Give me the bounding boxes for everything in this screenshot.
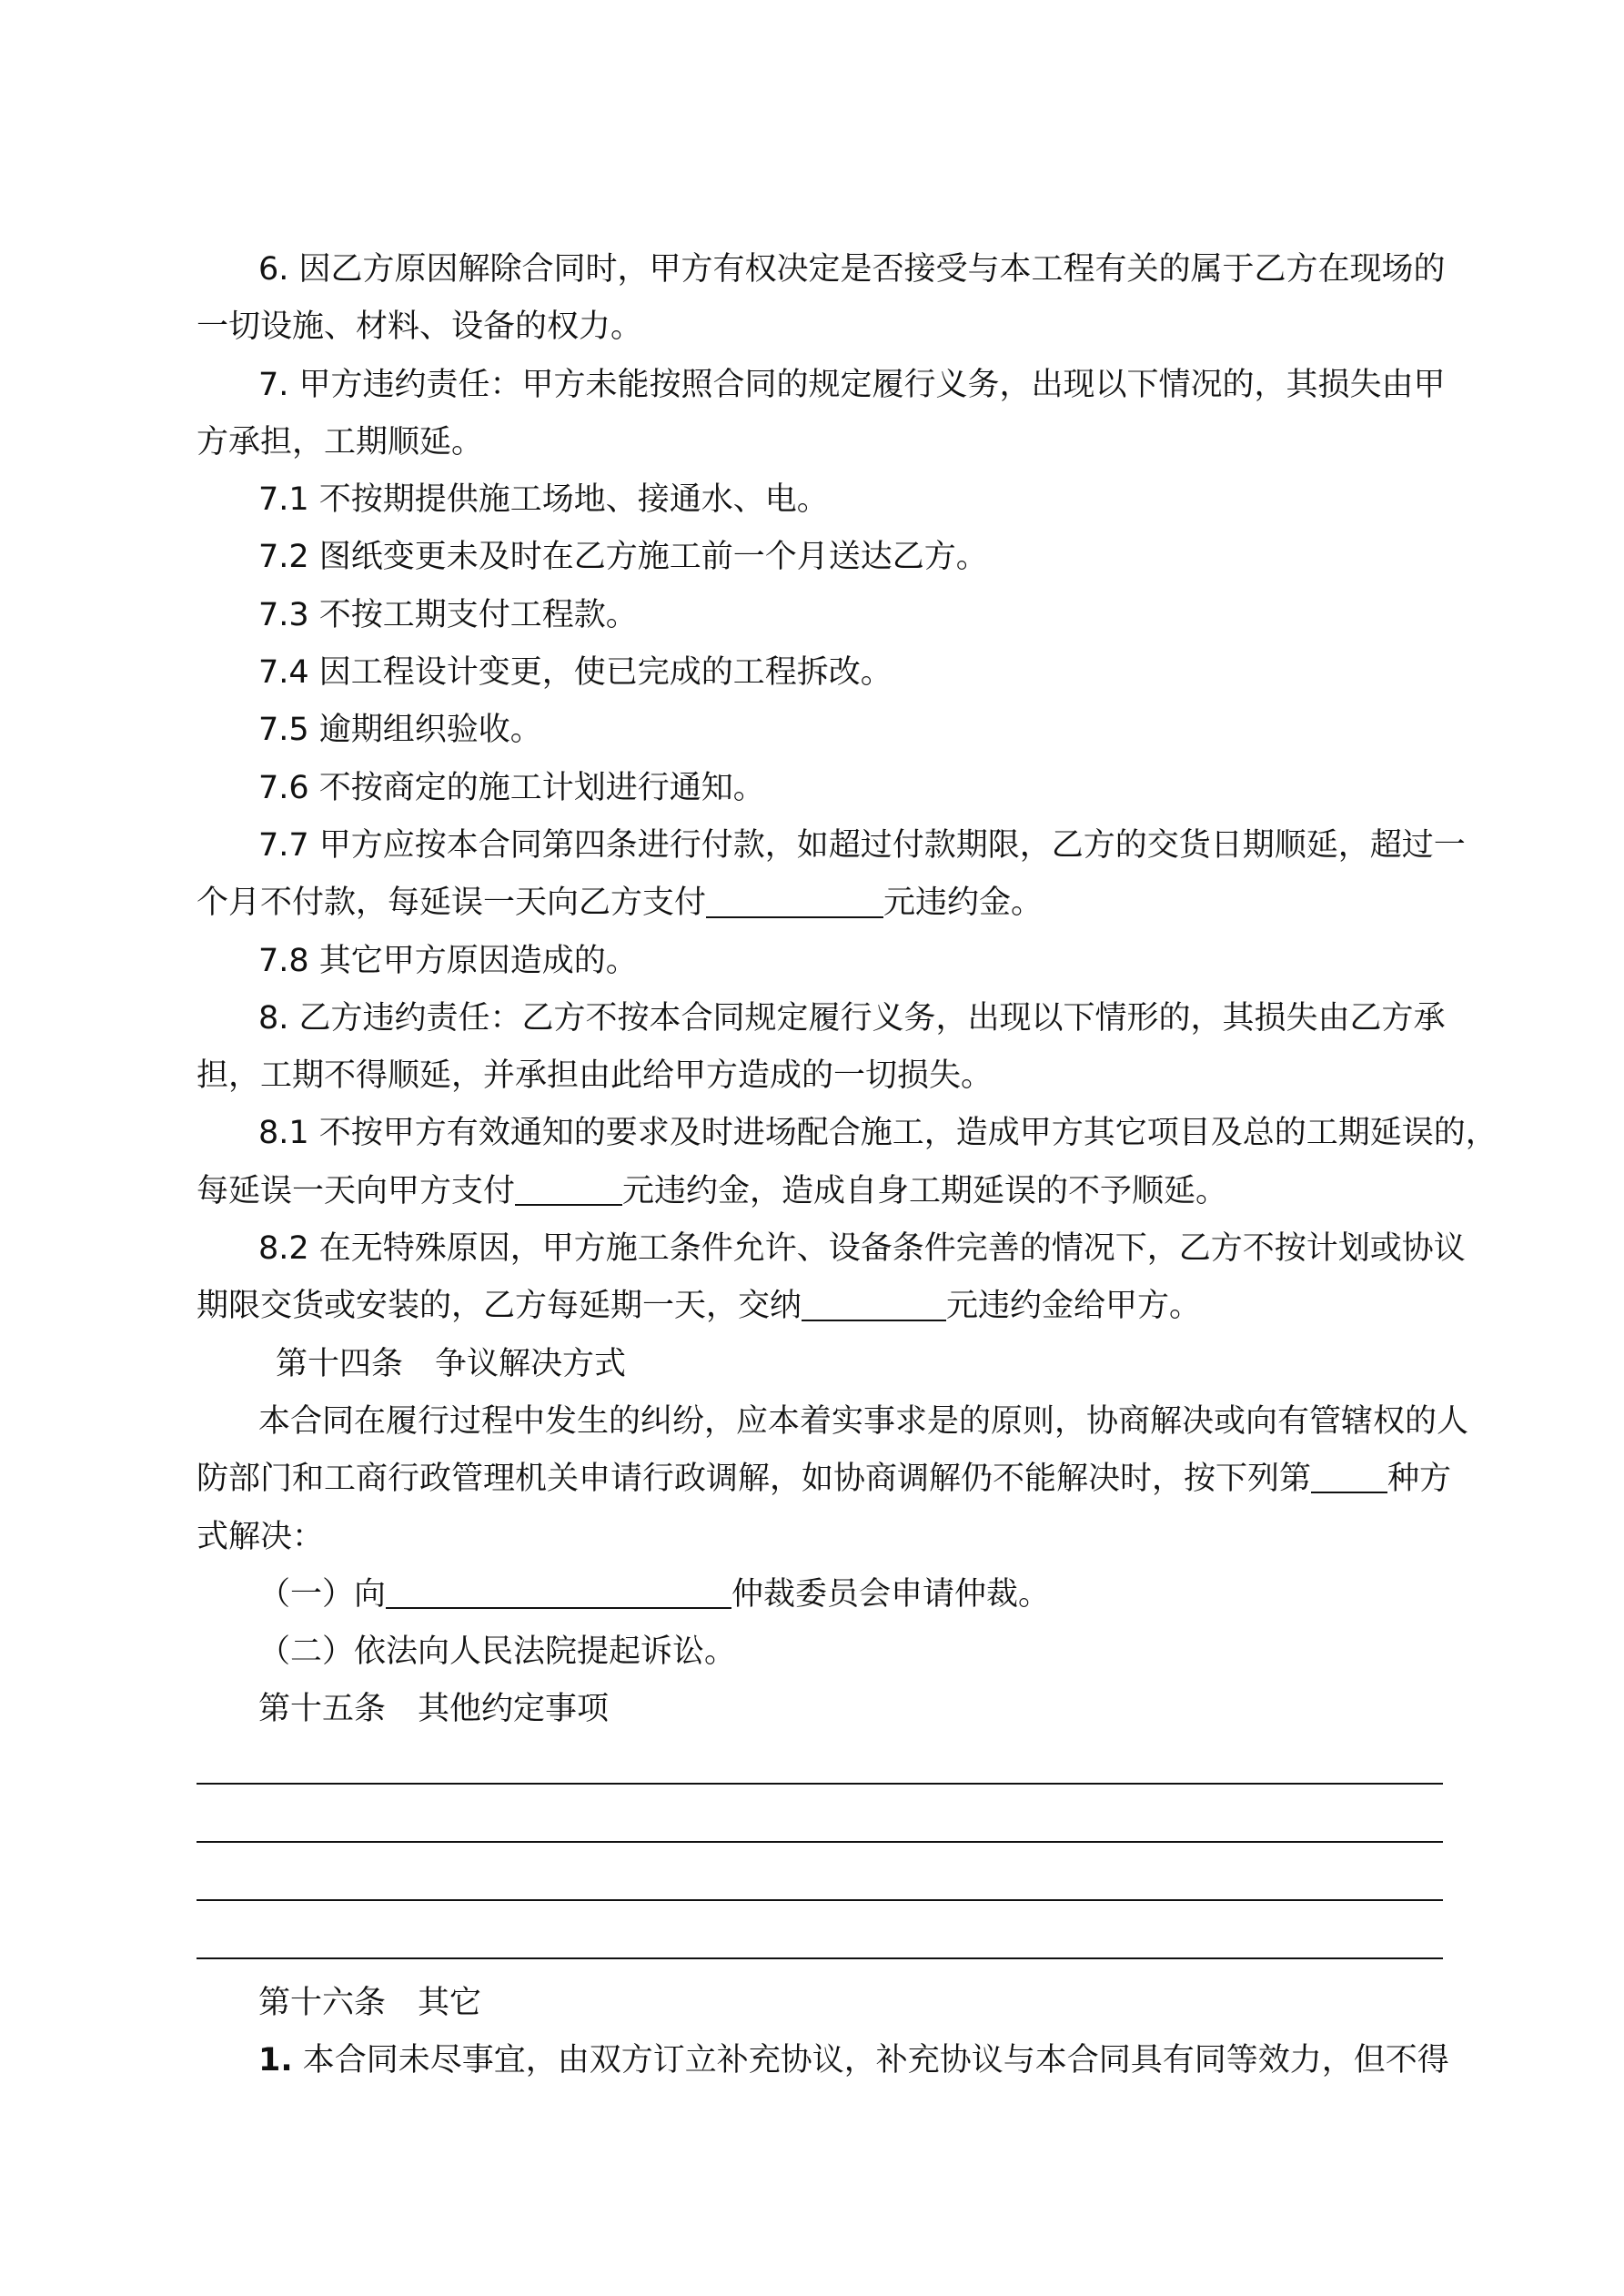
clause-7-line2: 方承担，工期顺延。 — [197, 423, 484, 460]
clause-8-2-line2 — [197, 1278, 1443, 1335]
clause-8-line1: 8. 乙方违约责任：乙方不按本合同规定履行义务，出现以下情形的，其损失由乙方承 — [258, 999, 1446, 1037]
clause-7-line1: 7. 甲方违约责任：甲方未能按照合同的规定履行义务，出现以下情况的，其损失由甲 — [258, 366, 1446, 403]
text: 防部门和工商行政管理机关申请行政调解，如协商调解仍不能解决时，按下列第 — [197, 1461, 1312, 1498]
item-number: 1. — [258, 2042, 293, 2079]
clause-6-line1: 6. 因乙方原因解除合同时，甲方有权决定是否接受与本工程有关的属于乙方在现场的 — [258, 251, 1446, 288]
clause-8-1-line2 — [197, 1163, 1443, 1220]
clause-7-3: 7.3 不按工期支付工程款。 — [258, 596, 638, 633]
article-14-line1: 本合同在履行过程中发生的纠纷，应本着实事求是的原则，协商解决或向有管辖权的人 — [258, 1402, 1469, 1440]
clause-7-8: 7.8 其它甲方原因造成的。 — [258, 942, 638, 979]
text: 仲裁委员会申请仲裁。 — [731, 1575, 1051, 1613]
option-1 — [197, 1566, 1443, 1623]
contract-page — [197, 241, 1498, 2089]
text: 元违约金，造成自身工期延误的不予顺延。 — [622, 1172, 1228, 1209]
text: 个月不付款，每延误一天向乙方支付 — [197, 885, 707, 922]
clause-8-1-line1: 8.1 不按甲方有效通知的要求及时进场配合施工，造成甲方其它项目及总的工期延误的， — [258, 1115, 1498, 1152]
article-14-line3: 式解决： — [197, 1518, 325, 1555]
clause-7-1: 7.1 不按期提供施工场地、接通水、电。 — [258, 481, 829, 519]
text: 期限交货或安装的，乙方每延期一天，交纳 — [197, 1288, 802, 1325]
clause-7-4: 7.4 因工程设计变更，使已完成的工程拆改。 — [258, 654, 893, 692]
clause-7-7-line2 — [197, 875, 1443, 932]
clause-7-5: 7.5 逾期组织验收。 — [258, 712, 542, 749]
clause-8-2-line1: 8.2 在无特殊原因，甲方施工条件允许、设备条件完善的情况下，乙方不按计划或协议 — [258, 1230, 1466, 1268]
clause-8-line2: 担，工期不得顺延，并承担由此给甲方造成的一切损失。 — [197, 1057, 994, 1095]
text: 每延误一天向甲方支付 — [197, 1172, 516, 1209]
article-16-line1 — [197, 2032, 1449, 2089]
clause-7-6: 7.6 不按商定的施工计划进行通知。 — [258, 769, 765, 806]
text: 元违约金。 — [883, 885, 1044, 922]
article-15-title: 第十五条 其他约定事项 — [258, 1691, 610, 1728]
method-number-blank[interactable] — [1311, 1460, 1387, 1493]
text: 本合同未尽事宜，由双方订立补充协议，补充协议与本合同具有同等效力，但不得 — [292, 2042, 1449, 2079]
clause-7-2: 7.2 图纸变更未及时在乙方施工前一个月送达乙方。 — [258, 539, 988, 576]
text: 元违约金给甲方。 — [946, 1288, 1202, 1325]
arbitration-committee-blank[interactable] — [386, 1575, 731, 1609]
article-14-line2 — [197, 1451, 1452, 1508]
text: （一）向 — [258, 1575, 387, 1613]
article-16-title: 第十六条 其它 — [258, 1984, 482, 2021]
text: 种方 — [1387, 1461, 1452, 1498]
option-2: （二）依法向人民法院提起诉讼。 — [258, 1633, 737, 1671]
penalty-blank[interactable] — [706, 885, 883, 918]
article-14-title: 第十四条 争议解决方式 — [276, 1345, 627, 1382]
clause-7-7-line1: 7.7 甲方应按本合同第四条进行付款，如超过付款期限，乙方的交货日期顺延，超过一 — [258, 826, 1466, 864]
clause-6-line2: 一切设施、材料、设备的权力。 — [197, 308, 643, 346]
penalty-blank[interactable] — [802, 1288, 946, 1321]
penalty-blank[interactable] — [515, 1172, 622, 1206]
